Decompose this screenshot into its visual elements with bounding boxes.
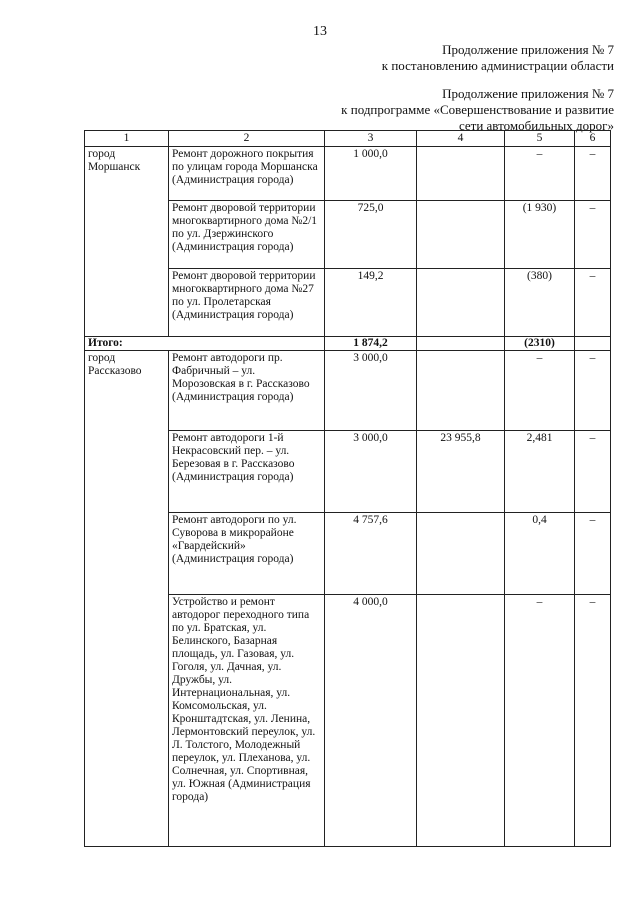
amount-cell: 3 000,0 [325,351,417,431]
amount-cell: 149,2 [325,269,417,337]
appendix-header-resolution [382,42,614,74]
amount-cell: – [575,269,611,337]
total-label: Итого: [85,337,325,351]
column-header: 5 [505,131,575,147]
column-header: 6 [575,131,611,147]
header-line-5: сети автомобильных дорог» [458,118,614,133]
column-header: 2 [169,131,325,147]
amount-cell [417,595,505,847]
amount-cell: – [505,147,575,201]
amount-cell [417,337,505,351]
work-name-cell: Ремонт дворовой территории многоквартирного дома №27 по ул. Пролетарская (Администрация города) [169,269,325,337]
page-number: 13 [313,24,327,39]
column-number-row [85,131,611,147]
total-amount: (2310) [505,337,575,351]
amount-cell: (1 930) [505,201,575,269]
header-line-2: к постановлению администрации области [381,58,614,73]
header-line-4: к подпрограмме «Совершенствование и развитие [341,102,614,117]
total-row [85,337,611,351]
work-name-cell: Ремонт дорожного покрытия по улицам города Моршанска (Администрация города) [169,147,325,201]
appendix-header-subprogram [341,86,614,134]
city-cell: город Моршанск [85,147,169,337]
city-cell: город Рассказово [85,351,169,847]
amount-cell [417,351,505,431]
total-amount: 1 874,2 [325,337,417,351]
amount-cell: 1 000,0 [325,147,417,201]
amount-cell: – [575,351,611,431]
column-header: 1 [85,131,169,147]
table-row [85,147,611,201]
amount-cell: – [575,147,611,201]
column-header: 4 [417,131,505,147]
work-name-cell: Ремонт автодороги пр. Фабричный – ул. Морозовская в г. Рассказово (Администрация города) [169,351,325,431]
amount-cell: – [505,595,575,847]
amount-cell: – [575,513,611,595]
amount-cell: 4 000,0 [325,595,417,847]
amount-cell: 0,4 [505,513,575,595]
amount-cell: 725,0 [325,201,417,269]
amount-cell: – [505,351,575,431]
amount-cell: 23 955,8 [417,431,505,513]
table-row [85,351,611,431]
amount-cell [417,201,505,269]
work-name-cell: Ремонт дворовой территории многоквартирного дома №2/1 по ул. Дзержинского (Администрация города) [169,201,325,269]
amount-cell [417,147,505,201]
work-name-cell: Ремонт автодороги 1-й Некрасовский пер. – ул. Березовая в г. Рассказово (Администрация города) [169,431,325,513]
amount-cell [575,337,611,351]
amount-cell: 4 757,6 [325,513,417,595]
amount-cell: 3 000,0 [325,431,417,513]
amount-cell: 2,481 [505,431,575,513]
work-name-cell: Устройство и ремонт автодорог переходного типа по ул. Братская, ул. Белинского, Базарная площадь, ул. Газовая, ул. Гоголя, ул. Дачная, ул. Дружбы, ул. Интернациональная, ул. Комсомольская, ул. Кронштадтская, ул. Ленина, Лермонтовский переулок, ул. Л. Толстого, Молодежный переулок, ул. Плеханова, ул. Солнечная, ул. Спортивная, ул. Южная (Администрация города) [169,595,325,847]
work-name-cell: Ремонт автодороги по ул. Суворова в микрорайоне «Гвардейский» (Администрация города) [169,513,325,595]
road-repair-table [84,130,611,847]
amount-cell: – [575,201,611,269]
amount-cell: (380) [505,269,575,337]
amount-cell [417,513,505,595]
amount-cell: – [575,431,611,513]
amount-cell [417,269,505,337]
column-header: 3 [325,131,417,147]
amount-cell: – [575,595,611,847]
header-line-1: Продолжение приложения № 7 [442,42,614,57]
header-line-3: Продолжение приложения № 7 [442,86,614,101]
